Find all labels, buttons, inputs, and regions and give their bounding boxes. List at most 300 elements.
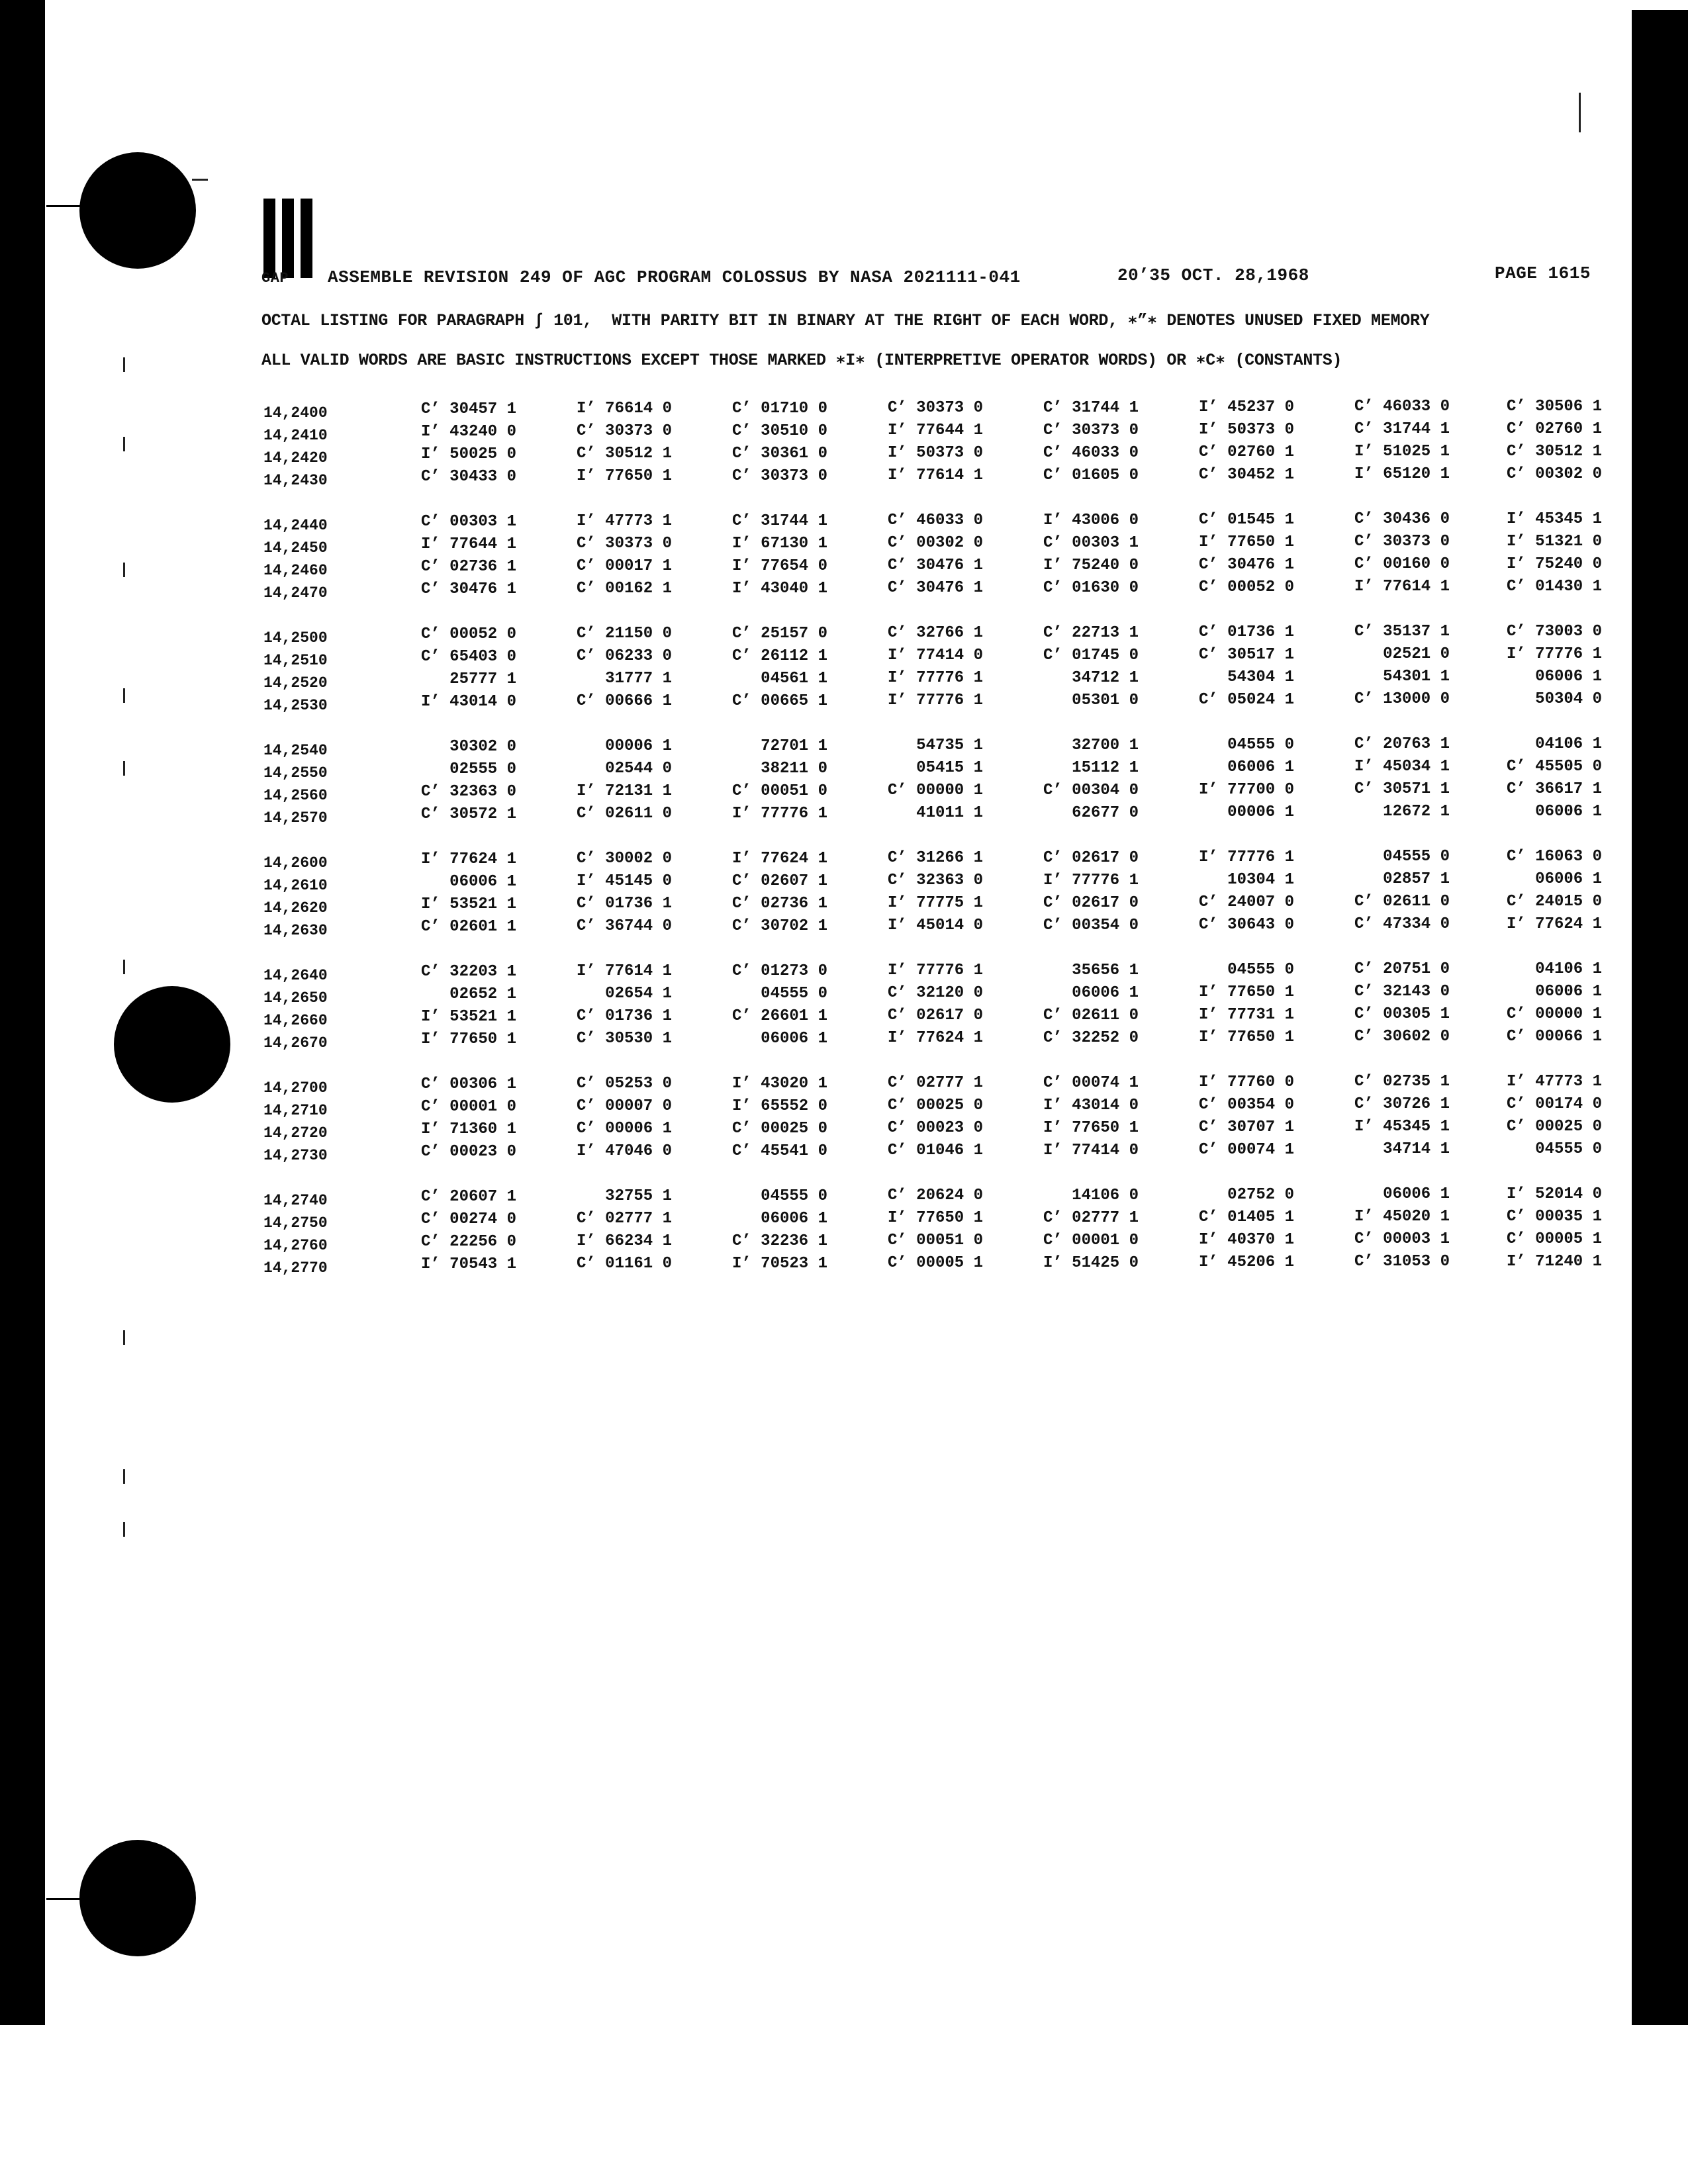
octal-word: C’ 00303 1 <box>1043 533 1139 552</box>
octal-word: C’ 02735 1 <box>1354 1073 1450 1091</box>
octal-word: I’ 51321 0 <box>1506 532 1602 551</box>
row-address: 14,2420 <box>263 449 328 467</box>
octal-word: I’ 47773 1 <box>576 512 672 531</box>
octal-word: C’ 30452 1 <box>1198 466 1294 484</box>
octal-word: 35656 1 <box>1072 961 1139 979</box>
octal-word: I’ 77414 0 <box>1043 1141 1139 1160</box>
octal-word: I’ 77650 1 <box>1198 1028 1294 1046</box>
octal-word: I’ 43040 1 <box>731 579 827 598</box>
octal-word: C’ 30373 0 <box>731 467 827 485</box>
scan-speck <box>192 179 208 181</box>
octal-word: 04106 1 <box>1535 735 1602 753</box>
octal-word: 04555 0 <box>1535 1140 1602 1158</box>
scan-speck <box>123 1522 125 1537</box>
octal-word: C’ 01745 0 <box>1043 646 1139 664</box>
octal-word: C’ 32203 1 <box>420 963 516 981</box>
octal-word: I’ 72131 1 <box>576 782 672 801</box>
octal-word: I’ 43014 0 <box>1043 1096 1139 1115</box>
octal-word: C’ 73003 0 <box>1506 622 1602 641</box>
octal-word: I’ 71360 1 <box>420 1120 516 1138</box>
octal-word: C’ 02736 1 <box>420 558 516 576</box>
octal-word: C’ 00051 0 <box>887 1232 983 1250</box>
octal-word: C’ 30002 0 <box>576 850 672 868</box>
punch-hole-middle <box>114 986 230 1103</box>
page-number: PAGE 1615 <box>1495 263 1591 283</box>
octal-word: C’ 30373 0 <box>576 422 672 441</box>
octal-word: C’ 01545 1 <box>1198 511 1294 529</box>
octal-word: C’ 30530 1 <box>576 1030 672 1048</box>
octal-word: C’ 00074 1 <box>1198 1141 1294 1159</box>
octal-word: C’ 02777 1 <box>1043 1208 1139 1227</box>
octal-word: C’ 00665 1 <box>731 692 827 710</box>
row-address: 14,2570 <box>263 809 328 827</box>
octal-word: 72701 1 <box>761 737 827 755</box>
octal-word: 10304 1 <box>1227 871 1294 889</box>
octal-word: 04555 0 <box>1227 736 1294 754</box>
octal-word: C’ 30436 0 <box>1354 510 1450 529</box>
octal-word: I’ 77650 1 <box>1198 533 1294 551</box>
octal-word: C’ 05253 0 <box>576 1075 672 1093</box>
row-address: 14,2660 <box>263 1012 328 1029</box>
octal-word: 00006 1 <box>1227 803 1294 821</box>
octal-word: 06006 1 <box>1072 983 1139 1002</box>
octal-word: C’ 30707 1 <box>1198 1118 1294 1136</box>
octal-word: C’ 00025 0 <box>1506 1117 1602 1136</box>
octal-word: I’ 43240 0 <box>420 423 516 441</box>
row-address: 14,2760 <box>263 1237 328 1254</box>
octal-word: I’ 77760 0 <box>1198 1073 1294 1091</box>
octal-word: I’ 43014 0 <box>420 693 516 711</box>
octal-word: C’ 00025 0 <box>887 1097 983 1115</box>
octal-word: C’ 00052 0 <box>1198 578 1294 596</box>
octal-word: C’ 30572 1 <box>420 805 516 823</box>
octal-word: 06006 1 <box>449 873 516 891</box>
scan-speck <box>1579 93 1581 132</box>
octal-word: C’ 31266 1 <box>887 849 983 868</box>
octal-word: C’ 30510 0 <box>731 422 827 440</box>
octal-word: I’ 77624 1 <box>887 1029 983 1048</box>
octal-word: C’ 00023 0 <box>420 1143 516 1161</box>
octal-word: 31777 1 <box>605 670 672 688</box>
octal-word: C’ 02777 1 <box>887 1074 983 1093</box>
octal-word: I’ 53521 1 <box>420 895 516 913</box>
scan-speck <box>123 563 125 577</box>
row-address: 14,2740 <box>263 1192 328 1209</box>
row-address: 14,2530 <box>263 697 328 714</box>
octal-word: C’ 20751 0 <box>1354 960 1450 979</box>
row-address: 14,2400 <box>263 404 328 422</box>
octal-word: I’ 45206 1 <box>1198 1253 1294 1271</box>
octal-word: C’ 01161 0 <box>576 1255 672 1273</box>
octal-word: 04555 0 <box>761 1187 827 1205</box>
octal-word: 34712 1 <box>1072 668 1139 687</box>
octal-word: C’ 00354 0 <box>1198 1096 1294 1114</box>
octal-word: C’ 30512 1 <box>576 445 672 463</box>
row-address: 14,2730 <box>263 1147 328 1164</box>
octal-word: C’ 01405 1 <box>1198 1208 1294 1226</box>
row-address: 14,2770 <box>263 1259 328 1277</box>
scan-speck <box>123 437 125 451</box>
octal-word: 04561 1 <box>761 669 827 688</box>
octal-word: 62677 0 <box>1072 803 1139 822</box>
octal-word: 14106 0 <box>1072 1186 1139 1205</box>
octal-word: I’ 77650 1 <box>1043 1118 1139 1137</box>
octal-word: I’ 77776 1 <box>731 804 827 823</box>
octal-word: I’ 45345 1 <box>1506 510 1602 528</box>
octal-word: I’ 77775 1 <box>887 894 983 913</box>
octal-word: C’ 06233 0 <box>576 647 672 666</box>
octal-word: I’ 77624 1 <box>731 849 827 868</box>
octal-word: C’ 20763 1 <box>1354 735 1450 754</box>
octal-word: C’ 46033 0 <box>887 512 983 530</box>
octal-word: I’ 65552 0 <box>731 1097 827 1115</box>
octal-word: 05301 0 <box>1072 691 1139 709</box>
octal-word: I’ 50373 0 <box>887 444 983 463</box>
header-title: ASSEMBLE REVISION 249 OF AGC PROGRAM COLOSSUS BY NASA 2021111-041 <box>328 267 1021 287</box>
octal-word: C’ 30457 1 <box>420 400 516 418</box>
row-address: 14,2540 <box>263 742 328 759</box>
octal-word: C’ 02607 1 <box>731 872 827 890</box>
octal-word: I’ 65120 1 <box>1354 465 1450 484</box>
octal-word: C’ 32252 0 <box>1043 1028 1139 1047</box>
octal-word: I’ 77624 1 <box>1506 915 1602 933</box>
octal-word: C’ 01273 0 <box>731 962 827 980</box>
octal-word: I’ 77650 1 <box>576 467 672 486</box>
octal-word: C’ 00074 1 <box>1043 1073 1139 1092</box>
octal-word: C’ 02760 1 <box>1506 420 1602 438</box>
octal-word: I’ 45145 0 <box>576 872 672 891</box>
octal-word: C’ 26112 1 <box>731 647 827 665</box>
octal-word: I’ 77776 1 <box>1506 645 1602 663</box>
octal-word: 34714 1 <box>1383 1140 1450 1159</box>
octal-word: C’ 21150 0 <box>576 625 672 643</box>
octal-word: I’ 76614 0 <box>576 400 672 418</box>
octal-word: 02654 1 <box>605 985 672 1003</box>
octal-word: C’ 00017 1 <box>576 557 672 576</box>
octal-word: C’ 30571 1 <box>1354 780 1450 799</box>
punch-hole-tick <box>46 205 86 207</box>
octal-word: 00006 1 <box>605 737 672 756</box>
octal-word: 04555 0 <box>1383 848 1450 866</box>
octal-word: C’ 31053 0 <box>1354 1253 1450 1271</box>
octal-word: C’ 30476 1 <box>1198 556 1294 574</box>
octal-word: C’ 26601 1 <box>731 1007 827 1025</box>
octal-word: I’ 77650 1 <box>887 1209 983 1228</box>
octal-word: C’ 00354 0 <box>1043 916 1139 934</box>
octal-word: C’ 00174 0 <box>1506 1095 1602 1113</box>
octal-word: 15112 1 <box>1072 758 1139 777</box>
row-address: 14,2620 <box>263 899 328 917</box>
octal-word: 02652 1 <box>449 985 516 1003</box>
row-address: 14,2720 <box>263 1124 328 1142</box>
octal-word: C’ 01046 1 <box>887 1142 983 1160</box>
octal-word: I’ 77614 1 <box>1354 578 1450 596</box>
octal-word: C’ 00023 0 <box>887 1119 983 1138</box>
octal-word: C’ 00001 0 <box>420 1098 516 1116</box>
scan-edge-right <box>1632 10 1688 2025</box>
octal-word: C’ 00302 0 <box>887 534 983 553</box>
row-address: 14,2510 <box>263 652 328 669</box>
octal-word: C’ 31744 1 <box>1354 420 1450 439</box>
octal-word: I’ 77700 0 <box>1198 781 1294 799</box>
octal-word: C’ 30373 0 <box>887 399 983 418</box>
octal-word: I’ 77644 1 <box>887 422 983 440</box>
listing-description: OCTAL LISTING FOR PARAGRAPH ∫ 101, WITH PARITY BIT IN BINARY AT THE RIGHT OF EACH WORD, ∗”∗ DENOTES UNUSED FIXED MEMORY <box>261 311 1430 330</box>
octal-word: C’ 30602 0 <box>1354 1028 1450 1046</box>
octal-word: C’ 01430 1 <box>1506 577 1602 596</box>
octal-word: C’ 30726 1 <box>1354 1095 1450 1114</box>
octal-word: I’ 66234 1 <box>576 1232 672 1251</box>
octal-word: C’ 30373 0 <box>576 535 672 553</box>
octal-word: C’ 02611 0 <box>1354 893 1450 911</box>
row-address: 14,2640 <box>263 967 328 984</box>
octal-word: C’ 01630 0 <box>1043 578 1139 597</box>
row-address: 14,2710 <box>263 1102 328 1119</box>
octal-word: C’ 00666 1 <box>576 692 672 711</box>
octal-word: I’ 45345 1 <box>1354 1118 1450 1136</box>
octal-word: 06006 1 <box>1535 870 1602 888</box>
octal-word: 06006 1 <box>1535 802 1602 821</box>
octal-word: C’ 24007 0 <box>1198 893 1294 911</box>
octal-word: C’ 32236 1 <box>731 1232 827 1250</box>
octal-word: C’ 01736 1 <box>576 1007 672 1026</box>
octal-word: I’ 45020 1 <box>1354 1208 1450 1226</box>
octal-word: C’ 13000 0 <box>1354 690 1450 709</box>
octal-word: 05415 1 <box>916 759 983 778</box>
octal-word: C’ 02777 1 <box>576 1210 672 1228</box>
octal-word: C’ 30512 1 <box>1506 442 1602 461</box>
octal-word: I’ 77650 1 <box>1198 983 1294 1001</box>
octal-word: C’ 30476 1 <box>887 557 983 575</box>
octal-word: C’ 45505 0 <box>1506 757 1602 776</box>
octal-word: C’ 20607 1 <box>420 1188 516 1206</box>
octal-word: 06006 1 <box>1227 758 1294 776</box>
octal-word: C’ 02736 1 <box>731 894 827 913</box>
octal-word: C’ 02611 0 <box>1043 1006 1139 1024</box>
row-address: 14,2410 <box>263 427 328 444</box>
octal-word: C’ 00035 1 <box>1506 1207 1602 1226</box>
octal-word: I’ 77776 1 <box>887 962 983 980</box>
octal-word: C’ 00005 1 <box>887 1254 983 1273</box>
octal-word: 06006 1 <box>1535 667 1602 686</box>
octal-word: C’ 02617 0 <box>1043 893 1139 912</box>
octal-word: C’ 00305 1 <box>1354 1005 1450 1024</box>
octal-word: C’ 00304 0 <box>1043 781 1139 799</box>
octal-word: I’ 70523 1 <box>731 1254 827 1273</box>
octal-word: C’ 00302 0 <box>1506 465 1602 483</box>
octal-word: C’ 30361 0 <box>731 444 827 463</box>
octal-word: C’ 00005 1 <box>1506 1230 1602 1248</box>
octal-word: I’ 77414 0 <box>887 647 983 665</box>
octal-word: C’ 32363 0 <box>420 783 516 801</box>
octal-word: C’ 02617 0 <box>887 1007 983 1025</box>
octal-word: I’ 77776 1 <box>887 692 983 710</box>
octal-word: C’ 22256 0 <box>420 1233 516 1251</box>
octal-word: I’ 77776 1 <box>887 669 983 688</box>
octal-word: I’ 43020 1 <box>731 1074 827 1093</box>
scan-speck <box>123 1469 125 1484</box>
octal-word: 02752 0 <box>1227 1186 1294 1204</box>
octal-word: 12672 1 <box>1383 803 1450 821</box>
row-address: 14,2630 <box>263 922 328 939</box>
octal-word: 54304 1 <box>1227 668 1294 686</box>
octal-word: I’ 50373 0 <box>1198 421 1294 439</box>
octal-word: C’ 00025 0 <box>731 1119 827 1138</box>
octal-word: 04555 0 <box>1227 961 1294 979</box>
octal-word: C’ 30506 1 <box>1506 397 1602 416</box>
octal-word: I’ 52014 0 <box>1506 1185 1602 1203</box>
octal-word: 04555 0 <box>761 984 827 1003</box>
octal-word: 25777 1 <box>449 670 516 688</box>
octal-word: I’ 71240 1 <box>1506 1252 1602 1271</box>
octal-word: I’ 45014 0 <box>887 917 983 935</box>
octal-word: I’ 45034 1 <box>1354 758 1450 776</box>
octal-word: 06006 1 <box>761 1209 827 1228</box>
octal-word: C’ 32363 0 <box>887 872 983 890</box>
octal-word: C’ 00001 0 <box>1043 1231 1139 1250</box>
listing-legend: ALL VALID WORDS ARE BASIC INSTRUCTIONS EXCEPT THOSE MARKED ∗I∗ (INTERPRETIVE OPERATOR WORDS) OR ∗C∗ (CONSTANTS) <box>261 351 1342 370</box>
row-address: 14,2450 <box>263 539 328 557</box>
octal-word: 32755 1 <box>605 1187 672 1206</box>
octal-word: C’ 46033 0 <box>1354 398 1450 416</box>
octal-word: I’ 75240 0 <box>1506 555 1602 573</box>
row-address: 14,2550 <box>263 764 328 782</box>
octal-word: C’ 02617 0 <box>1043 848 1139 867</box>
scan-speck <box>123 688 125 703</box>
row-address: 14,2610 <box>263 877 328 894</box>
octal-word: 54735 1 <box>916 737 983 755</box>
octal-word: C’ 30643 0 <box>1198 916 1294 934</box>
octal-word: 41011 1 <box>916 804 983 823</box>
octal-word: C’ 46033 0 <box>1043 443 1139 462</box>
octal-word: C’ 31744 1 <box>1043 398 1139 417</box>
octal-word: C’ 45541 0 <box>731 1142 827 1160</box>
row-address: 14,2500 <box>263 629 328 647</box>
listing-marker-bars <box>263 199 323 278</box>
octal-word: 06006 1 <box>761 1029 827 1048</box>
octal-word: I’ 77776 1 <box>1043 871 1139 889</box>
octal-word: C’ 32120 0 <box>887 984 983 1003</box>
octal-word: 54301 1 <box>1383 668 1450 686</box>
octal-word: I’ 70543 1 <box>420 1255 516 1273</box>
octal-word: C’ 01736 1 <box>1198 623 1294 641</box>
octal-word: C’ 31744 1 <box>731 512 827 530</box>
octal-word: C’ 01605 0 <box>1043 466 1139 484</box>
octal-word: 38211 0 <box>761 759 827 778</box>
octal-word: I’ 77776 1 <box>1198 848 1294 866</box>
octal-word: C’ 30476 1 <box>887 579 983 598</box>
octal-word: C’ 00303 1 <box>420 513 516 531</box>
octal-word: I’ 75240 0 <box>1043 556 1139 574</box>
row-address: 14,2750 <box>263 1214 328 1232</box>
octal-word: I’ 77624 1 <box>420 850 516 868</box>
octal-word: I’ 43006 0 <box>1043 511 1139 529</box>
octal-word: 02857 1 <box>1383 870 1450 889</box>
octal-word: I’ 45237 0 <box>1198 398 1294 416</box>
row-address: 14,2700 <box>263 1079 328 1097</box>
punch-hole-top <box>79 152 196 269</box>
row-address: 14,2440 <box>263 517 328 534</box>
octal-word: C’ 00000 1 <box>887 782 983 800</box>
octal-word: I’ 77614 1 <box>576 962 672 981</box>
octal-word: C’ 02601 1 <box>420 918 516 936</box>
octal-word: 02555 0 <box>449 760 516 778</box>
octal-word: I’ 77644 1 <box>420 535 516 553</box>
row-address: 14,2520 <box>263 674 328 692</box>
octal-word: 02521 0 <box>1383 645 1450 664</box>
octal-word: C’ 20624 0 <box>887 1187 983 1205</box>
octal-word: C’ 00051 0 <box>731 782 827 800</box>
octal-word: I’ 40370 1 <box>1198 1231 1294 1249</box>
header-timestamp: 20’35 OCT. 28,1968 <box>1117 265 1309 285</box>
row-address: 14,2560 <box>263 787 328 804</box>
row-address: 14,2470 <box>263 584 328 602</box>
octal-word: C’ 30373 0 <box>1043 421 1139 439</box>
octal-word: C’ 00006 1 <box>576 1120 672 1138</box>
octal-word: C’ 24015 0 <box>1506 892 1602 911</box>
row-address: 14,2430 <box>263 472 328 489</box>
octal-word: I’ 47773 1 <box>1506 1072 1602 1091</box>
octal-word: C’ 35137 1 <box>1354 623 1450 641</box>
octal-word: C’ 05024 1 <box>1198 691 1294 709</box>
octal-word: I’ 77654 0 <box>731 557 827 575</box>
octal-word: 04106 1 <box>1535 960 1602 978</box>
octal-word: 06006 1 <box>1383 1185 1450 1204</box>
octal-word: C’ 36744 0 <box>576 917 672 936</box>
octal-word: I’ 77650 1 <box>420 1030 516 1048</box>
octal-word: C’ 30373 0 <box>1354 533 1450 551</box>
octal-word: C’ 30476 1 <box>420 580 516 598</box>
octal-word: I’ 53521 1 <box>420 1008 516 1026</box>
octal-word: I’ 67130 1 <box>731 534 827 553</box>
octal-word: C’ 02611 0 <box>576 805 672 823</box>
octal-word: C’ 01736 1 <box>576 895 672 913</box>
octal-word: C’ 00000 1 <box>1506 1005 1602 1023</box>
scan-speck <box>123 761 125 776</box>
scan-edge-left <box>0 0 45 2025</box>
octal-word: 30302 0 <box>449 738 516 756</box>
octal-word: C’ 36617 1 <box>1506 780 1602 798</box>
octal-word: C’ 00306 1 <box>420 1075 516 1093</box>
octal-word: C’ 01710 0 <box>731 399 827 418</box>
octal-word: I’ 77731 1 <box>1198 1006 1294 1024</box>
row-address: 14,2670 <box>263 1034 328 1052</box>
octal-word: 06006 1 <box>1535 982 1602 1001</box>
octal-word: C’ 47334 0 <box>1354 915 1450 934</box>
octal-word: C’ 30702 1 <box>731 917 827 935</box>
octal-word: 32700 1 <box>1072 736 1139 754</box>
octal-word: 02544 0 <box>605 760 672 778</box>
scan-speck <box>123 960 125 974</box>
octal-word: C’ 25157 0 <box>731 624 827 643</box>
punch-hole-bottom <box>79 1840 196 1956</box>
scan-speck <box>123 1330 125 1345</box>
row-address: 14,2600 <box>263 854 328 872</box>
octal-word: I’ 47046 0 <box>576 1142 672 1161</box>
octal-word: C’ 16063 0 <box>1506 847 1602 866</box>
octal-word: C’ 00052 0 <box>420 625 516 643</box>
header-mark: GAP <box>261 270 289 287</box>
octal-word: 50304 0 <box>1535 690 1602 708</box>
octal-word: C’ 32766 1 <box>887 624 983 643</box>
row-address: 14,2460 <box>263 562 328 579</box>
octal-word: C’ 00162 1 <box>576 580 672 598</box>
octal-word: I’ 50025 0 <box>420 445 516 463</box>
octal-word: C’ 65403 0 <box>420 648 516 666</box>
octal-word: C’ 00274 0 <box>420 1210 516 1228</box>
octal-word: C’ 02760 1 <box>1198 443 1294 461</box>
octal-word: C’ 22713 1 <box>1043 623 1139 642</box>
